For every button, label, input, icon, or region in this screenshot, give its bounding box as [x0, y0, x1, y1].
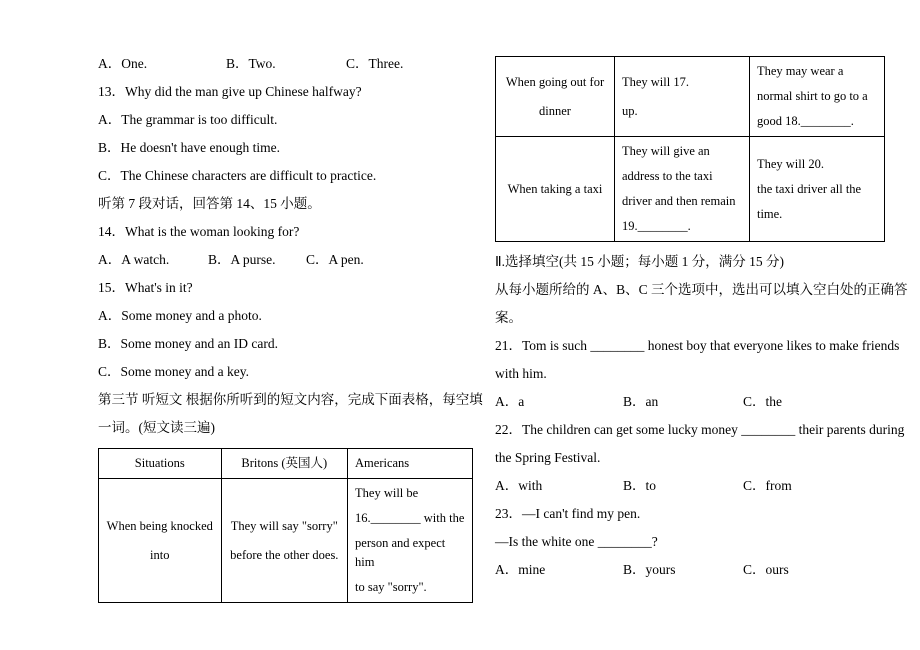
question-23-line-1: 23．—I can't find my pen.: [495, 506, 641, 521]
cell-spacer: [503, 92, 607, 102]
q22-option-a: A．with: [495, 478, 543, 493]
column-header-situations: Situations: [99, 449, 222, 479]
americans-line-1: They may wear a: [756, 64, 844, 78]
question-14-options: [98, 246, 488, 274]
q21-option-b: B．an: [623, 394, 659, 409]
situation-line-2: into: [150, 547, 170, 562]
cell-spacer: [229, 536, 340, 546]
question-14-stem: 14．What is the woman looking for?: [98, 224, 300, 239]
question-22-options: [495, 472, 885, 500]
question-23-line-2: —Is the white one ________?: [495, 534, 658, 549]
britons-line-3: driver and then remain: [621, 194, 736, 208]
cell-americans: [749, 137, 884, 242]
americans-line-2: normal shirt to go to a: [756, 89, 868, 103]
q14-option-c: C．A pen.: [306, 252, 364, 267]
q15-option-a: A．Some money and a photo.: [98, 308, 262, 323]
cell-britons: [614, 137, 749, 242]
q23-option-c: C．ours: [743, 562, 789, 577]
cell-spacer: [106, 536, 214, 546]
q14-option-a: A．A watch.: [98, 252, 170, 267]
britons-line-2: before the other does.: [230, 547, 339, 562]
left-column: [98, 50, 488, 603]
situation-line-1: When taking a taxi: [507, 181, 603, 196]
britons-line-2: address to the taxi: [621, 169, 713, 183]
americans-line-3: good 18.________.: [756, 114, 854, 128]
question-15-stem: 15．What's in it?: [98, 280, 193, 295]
q22-option-b: B．to: [623, 478, 657, 493]
q21-option-c: C．the: [743, 394, 782, 409]
section-3-instruction-line-1: 第三节 听短文 根据你所听到的短文内容，完成下面表格，每空填: [98, 392, 483, 407]
table-row: [99, 479, 473, 603]
q12-option-b: B．Two.: [226, 56, 276, 71]
cell-britons: [614, 57, 749, 137]
listening-table-left: [98, 448, 473, 603]
britons-line-1: They will say "sorry": [230, 518, 338, 533]
question-12-options: [98, 50, 488, 78]
question-21-line-2: with him.: [495, 366, 547, 381]
americans-line-3: time.: [756, 206, 783, 221]
britons-line-2: up.: [621, 103, 638, 118]
column-header-britons: Britons (英国人): [221, 449, 347, 479]
americans-line-1: They will be: [355, 486, 419, 500]
q13-option-b: B．He doesn't have enough time.: [98, 140, 281, 155]
table-row: [496, 57, 885, 137]
right-column: [495, 50, 908, 584]
q13-option-a: A．The grammar is too difficult.: [98, 112, 278, 127]
americans-line-2: the taxi driver all the: [756, 181, 862, 196]
britons-line-1: They will give an: [621, 144, 710, 158]
q14-option-b: B．A purse.: [208, 252, 276, 267]
q15-option-c: C．Some money and a key.: [98, 364, 249, 379]
question-22-line-1: 22．The children can get some lucky money ________ their parents during: [495, 422, 905, 437]
britons-line-1: They will 17.: [621, 74, 689, 89]
q13-option-c: C．The Chinese characters are difficult to practice.: [98, 168, 377, 183]
cell-spacer: [622, 92, 742, 102]
question-13-stem: 13．Why did the man give up Chinese halfway?: [98, 84, 362, 99]
q23-option-b: B．yours: [623, 562, 676, 577]
americans-line-3: person and expect him: [355, 536, 446, 569]
q21-option-a: A．a: [495, 394, 525, 409]
q23-option-a: A．mine: [495, 562, 546, 577]
situation-line-2: dinner: [539, 103, 571, 118]
q22-option-c: C．from: [743, 478, 792, 493]
dialogue-7-instruction: 听第 7 段对话，回答第 14、15 小题。: [98, 196, 321, 211]
listening-table-right: [495, 56, 885, 242]
americans-line-1: They will 20.: [756, 156, 824, 171]
question-21-line-1: 21．Tom is such ________ honest boy that everyone likes to make friends: [495, 338, 900, 353]
q12-option-c: C．Three.: [346, 56, 404, 71]
question-22-line-2: the Spring Festival.: [495, 450, 601, 465]
americans-line-2: 16.________ with the: [355, 511, 465, 525]
section-2-instruction-line-1: 从每小题所给的 A、B、C 三个选项中，选出可以填入空白处的正确答: [495, 282, 908, 297]
situation-line-1: When being knocked: [106, 518, 213, 533]
question-23-options: [495, 556, 885, 584]
situation-line-1: When going out for: [505, 74, 605, 89]
cell-britons: [221, 479, 347, 603]
table-row: [496, 137, 885, 242]
cell-americans: [348, 479, 473, 603]
section-2-instruction-line-2: 案。: [495, 310, 522, 325]
question-21-options: [495, 388, 885, 416]
cell-situation: [99, 479, 222, 603]
q15-option-b: B．Some money and an ID card.: [98, 336, 278, 351]
cell-americans: [749, 57, 884, 137]
section-2-title: Ⅱ.选择填空(共 15 小题；每小题 1 分，满分 15 分): [495, 254, 785, 269]
section-3-instruction-line-2: 一词。(短文读三遍): [98, 420, 215, 435]
column-header-americans: Americans: [348, 449, 473, 479]
cell-situation: [496, 57, 615, 137]
table-header-row: [99, 449, 473, 479]
britons-line-4: 19.________.: [621, 219, 691, 233]
cell-situation: [496, 137, 615, 242]
q12-option-a: A．One.: [98, 56, 148, 71]
americans-line-4: to say "sorry".: [355, 580, 427, 594]
